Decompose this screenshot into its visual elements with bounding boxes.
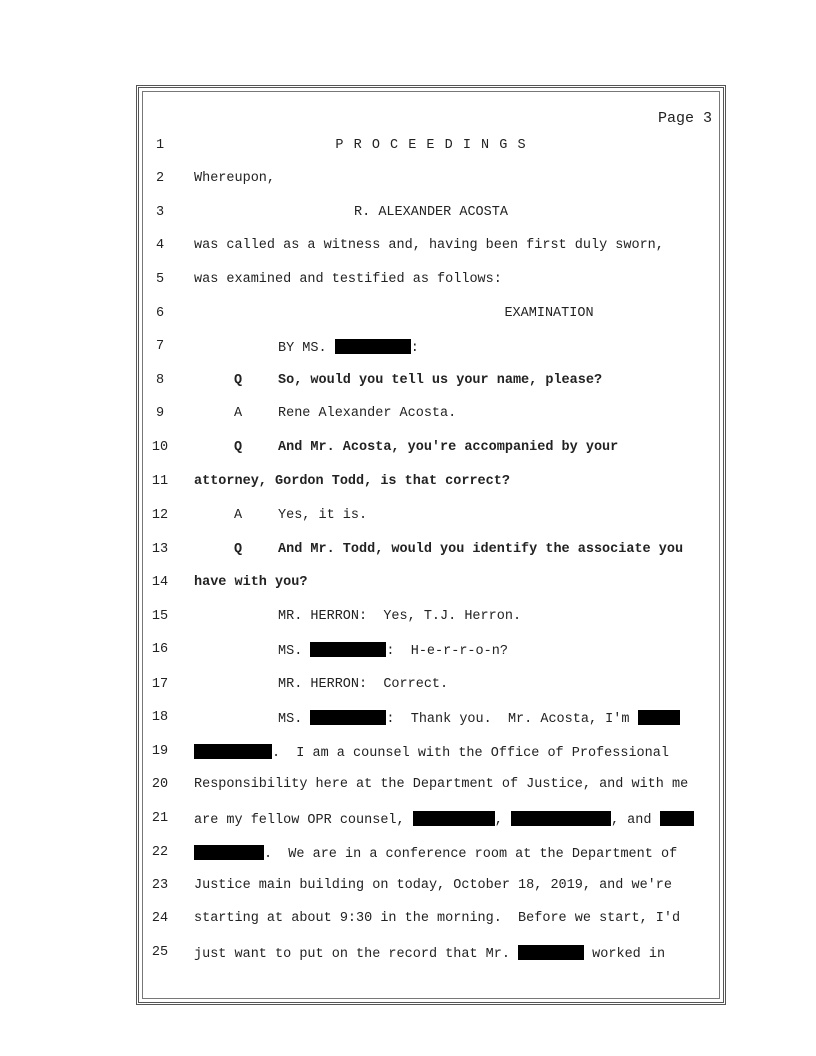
transcript-line <box>142 911 720 933</box>
transcript-line <box>142 373 720 395</box>
redaction-box <box>511 811 611 826</box>
question-text: And Mr. Todd, would you identify the associate you <box>278 542 684 557</box>
line-text: MR. HERRON: Yes, T.J. Herron. <box>278 609 522 624</box>
transcript-line <box>142 710 720 732</box>
line-number: 3 <box>155 205 165 220</box>
transcript-line <box>142 272 720 294</box>
transcript-line <box>142 609 720 631</box>
transcript-line <box>142 339 720 361</box>
line-text: , and <box>610 813 652 828</box>
line-number: 23 <box>151 878 169 893</box>
line-text: : Thank you. Mr. Acosta, I'm <box>386 712 630 727</box>
line-text: was called as a witness and, having been first duly sworn, <box>194 238 664 253</box>
transcript-line <box>142 878 720 900</box>
line-text: are my fellow OPR counsel, <box>194 813 405 828</box>
line-number: 6 <box>155 306 165 321</box>
line-text: MS. <box>278 712 303 727</box>
line-number: 16 <box>151 642 169 657</box>
speaker-marker: A <box>234 508 243 523</box>
line-text: MS. <box>278 644 303 659</box>
redaction-box <box>194 845 264 860</box>
transcript-line <box>142 677 720 699</box>
line-number: 2 <box>155 171 165 186</box>
line-text: just want to put on the record that Mr. <box>194 947 510 962</box>
redaction-box <box>638 710 680 725</box>
transcript-line <box>142 845 720 867</box>
line-text: . I am a counsel with the Office of Professional <box>272 746 669 761</box>
line-number: 19 <box>151 744 169 759</box>
redaction-box <box>518 945 584 960</box>
line-number: 24 <box>151 911 169 926</box>
transcript-line <box>142 205 720 227</box>
line-number: 11 <box>151 474 169 489</box>
redaction-box <box>335 339 411 354</box>
transcript-line <box>142 171 720 193</box>
transcript-line <box>142 575 720 597</box>
line-text: starting at about 9:30 in the morning. Before we start, I'd <box>194 911 681 926</box>
answer-text: Yes, it is. <box>278 508 368 523</box>
line-number: 5 <box>155 272 165 287</box>
question-text: So, would you tell us your name, please? <box>278 373 603 388</box>
line-number: 4 <box>155 238 165 253</box>
line-number: 7 <box>155 339 165 354</box>
line-text: : H-e-r-r-o-n? <box>386 644 508 659</box>
speaker-marker: Q <box>234 440 243 455</box>
line-number: 25 <box>151 945 169 960</box>
speaker-marker: A <box>234 406 243 421</box>
line-number: 17 <box>151 677 169 692</box>
transcript-line <box>142 474 720 496</box>
line-number: 21 <box>151 811 169 826</box>
line-text: worked in <box>592 947 666 962</box>
speaker-marker: Q <box>234 373 243 388</box>
line-number: 8 <box>155 373 165 388</box>
line-text: MR. HERRON: Correct. <box>278 677 449 692</box>
transcript-line <box>142 138 720 160</box>
line-number: 22 <box>151 845 169 860</box>
line-text: was examined and testified as follows: <box>194 272 502 287</box>
page-number: Page 3 <box>657 110 712 127</box>
transcript-line <box>142 777 720 799</box>
line-number: 12 <box>151 508 169 523</box>
line-number: 1 <box>155 138 165 153</box>
redaction-box <box>310 710 386 725</box>
line-text: BY MS. <box>278 341 327 356</box>
redaction-box <box>660 811 694 826</box>
line-number: 9 <box>155 406 165 421</box>
transcript-line <box>142 406 720 428</box>
question-text: And Mr. Acosta, you're accompanied by your <box>278 440 619 455</box>
answer-text: Rene Alexander Acosta. <box>278 406 457 421</box>
line-text: Whereupon, <box>194 171 276 186</box>
line-text: . We are in a conference room at the Department of <box>264 847 678 862</box>
question-text: attorney, Gordon Todd, is that correct? <box>194 474 510 489</box>
transcript-line <box>142 811 720 833</box>
redaction-box <box>310 642 386 657</box>
line-number: 15 <box>151 609 169 624</box>
transcript-line <box>142 440 720 462</box>
transcript-line <box>142 238 720 260</box>
line-number: 10 <box>151 440 169 455</box>
line-text: Responsibility here at the Department of Justice, and with me <box>194 777 689 792</box>
speaker-marker: Q <box>234 542 243 557</box>
redaction-box <box>194 744 272 759</box>
line-number: 18 <box>151 710 169 725</box>
line-number: 20 <box>151 777 169 792</box>
transcript-line <box>142 542 720 564</box>
line-text: Justice main building on today, October 18, 2019, and we're <box>194 878 672 893</box>
line-text: , <box>494 813 503 828</box>
transcript-line <box>142 306 720 328</box>
line-number: 14 <box>151 575 169 590</box>
line-text: P R O C E E D I N G S <box>335 138 527 153</box>
line-number: 13 <box>151 542 169 557</box>
section-heading: EXAMINATION <box>504 306 594 321</box>
redaction-box <box>413 811 495 826</box>
transcript-line <box>142 642 720 664</box>
question-text: have with you? <box>194 575 308 590</box>
transcript-line <box>142 744 720 766</box>
transcript-line <box>142 945 720 967</box>
transcript-line <box>142 508 720 530</box>
line-text: : <box>410 341 419 356</box>
witness-name: R. ALEXANDER ACOSTA <box>354 205 508 220</box>
